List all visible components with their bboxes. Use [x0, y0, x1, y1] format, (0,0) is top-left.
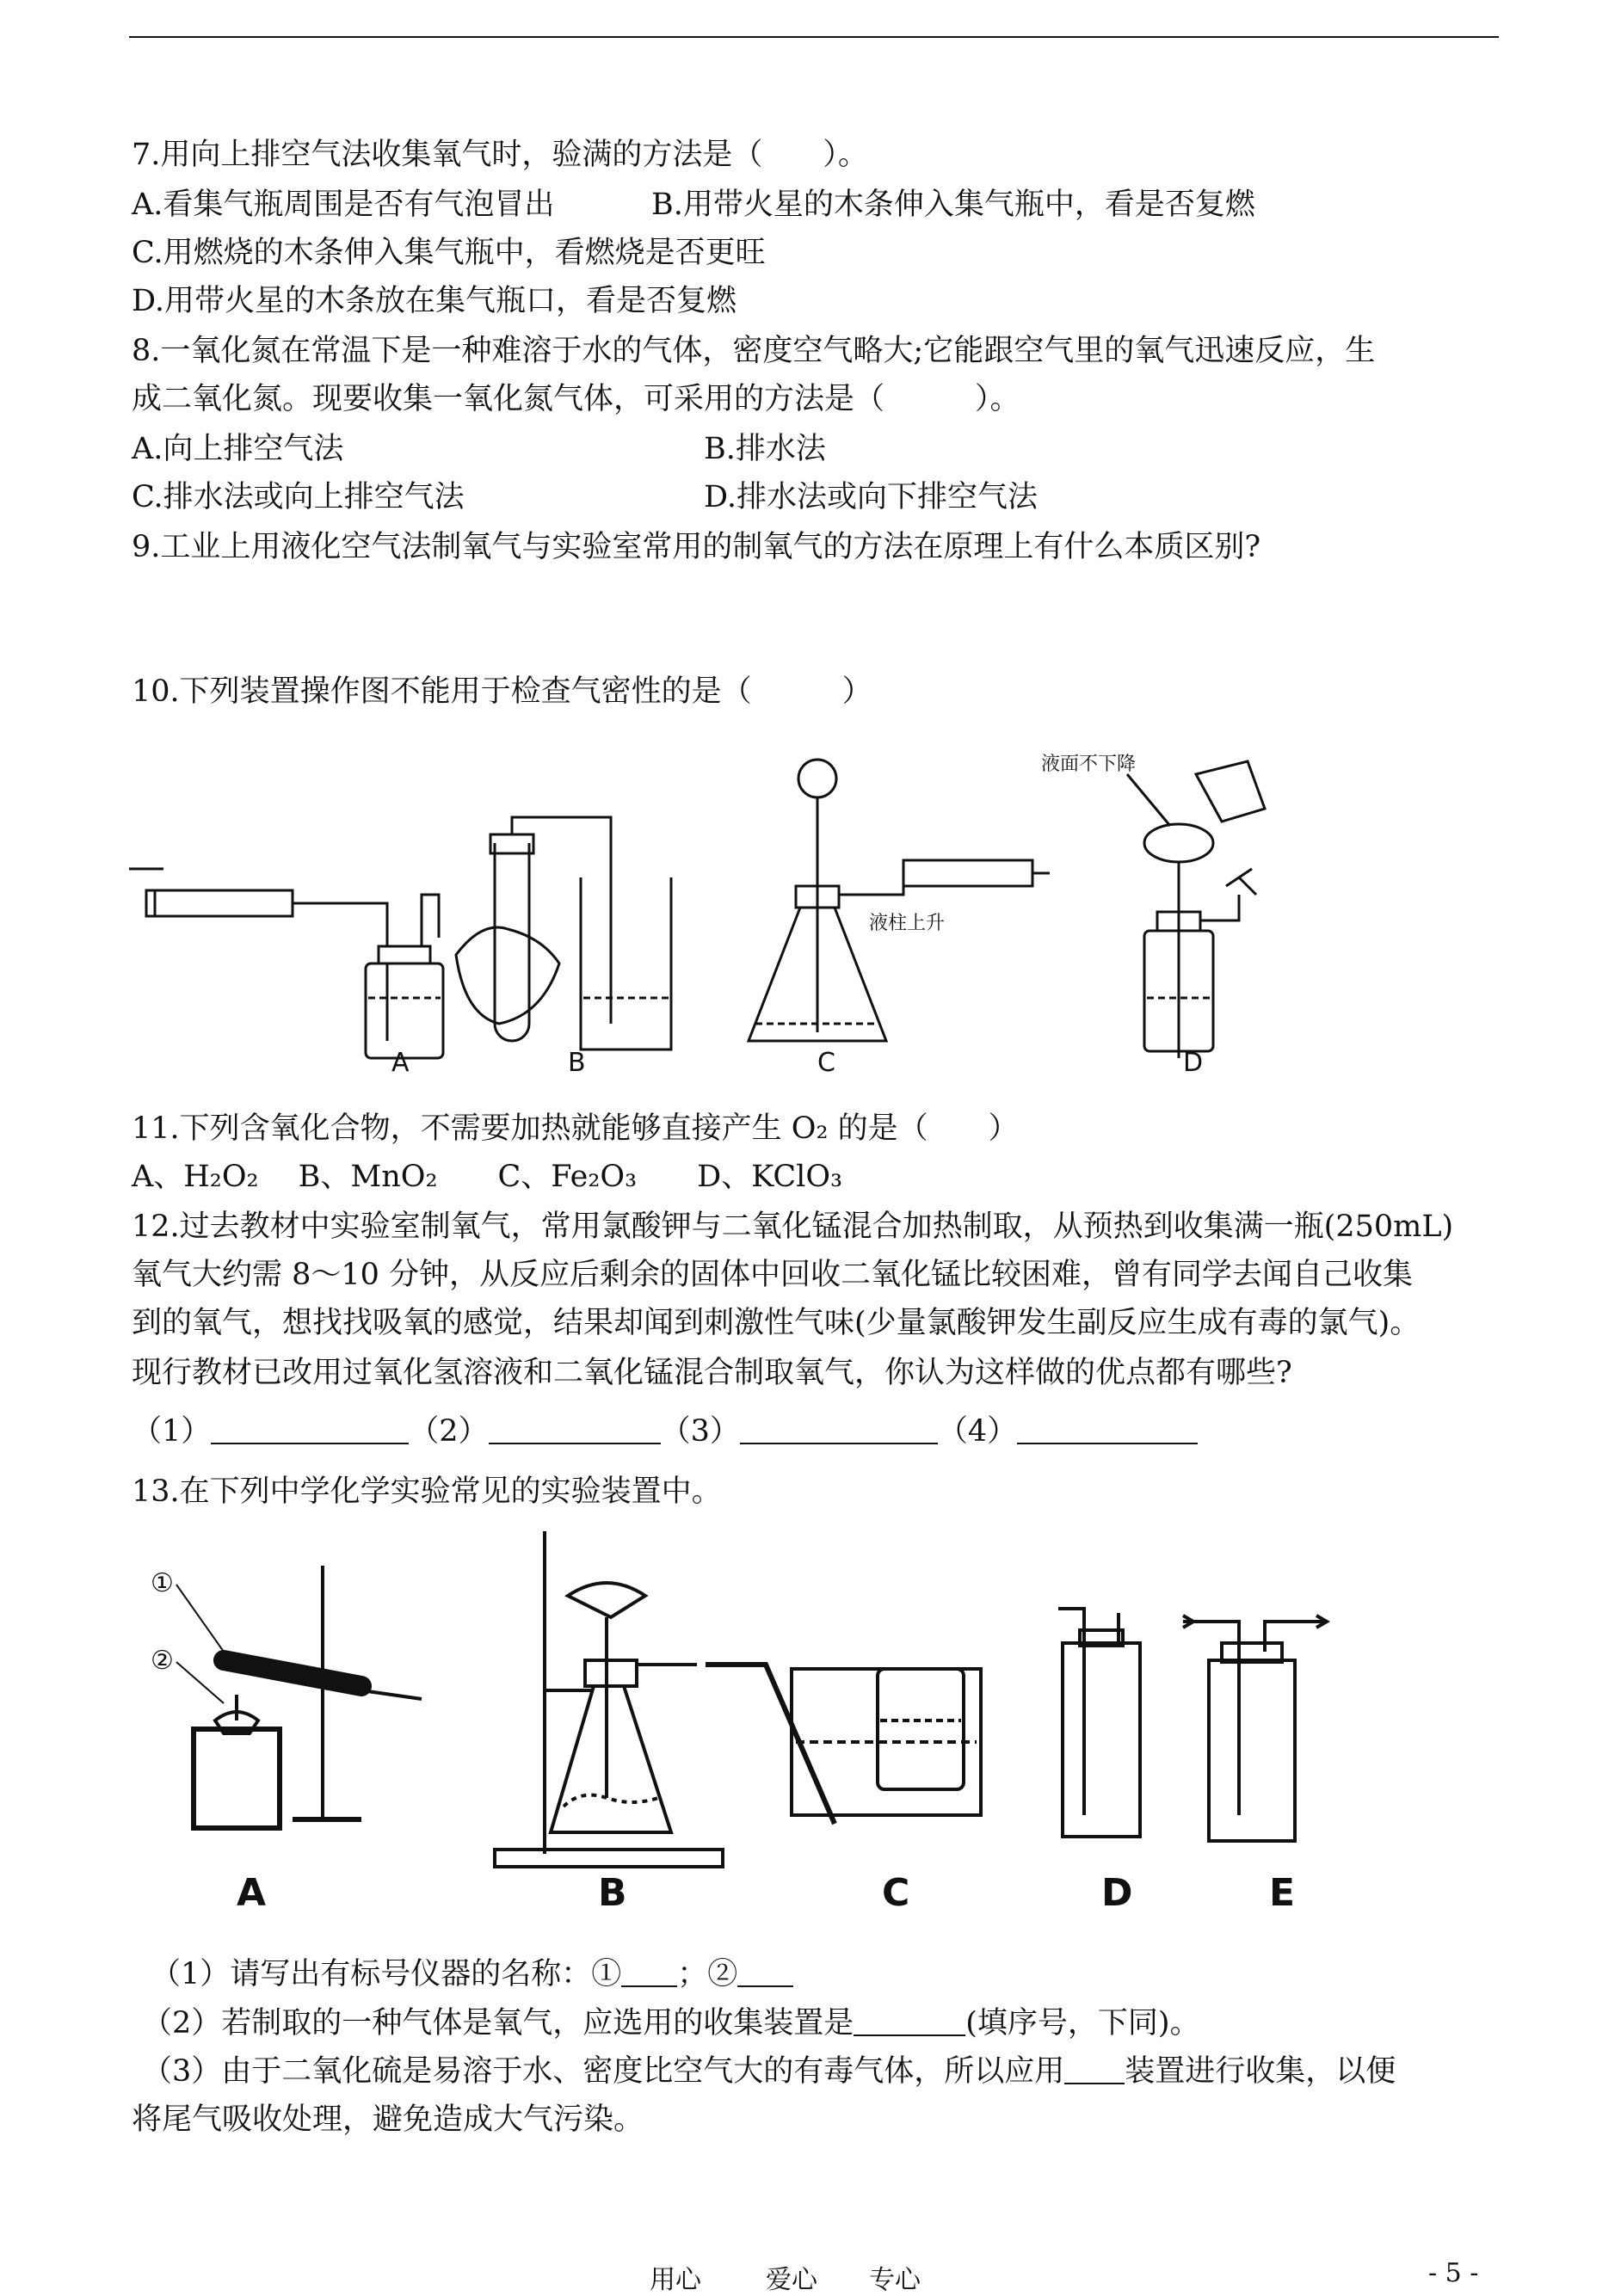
- q11-options: A、H₂O₂ B、MnO₂ C、Fe₂O₃ D、KClO₃: [132, 1160, 843, 1194]
- q12-blank-1-label: （1）: [132, 1414, 212, 1449]
- q8-option-b: B.排水法: [704, 432, 826, 466]
- q12-line-1: 12.过去教材中实验室制氧气，常用氯酸钾与二氧化锰混合加热制取，从预热到收集满一瓶(250mL): [132, 1210, 1454, 1244]
- q10-figure: [129, 740, 1291, 1075]
- q9-stem: 9.工业上用液化空气法制氧气与实验室常用的制氧气的方法在原理上有什么本质区别?: [132, 530, 1261, 564]
- q13-apparatus-b: [495, 1531, 723, 1867]
- q13-sub-3-text-a: （3）由于二氧化硫是易溶于水、密度比空气大的有毒气体，所以应用: [142, 2054, 1065, 2089]
- q8-stem-1: 8.一氧化氮在常温下是一种难溶于水的气体，密度空气略大;它能跟空气里的氧气迅速反应，生: [132, 334, 1376, 368]
- q10-stem: 10.下列装置操作图不能用于检查气密性的是（ ）: [132, 674, 872, 709]
- q13-sub-1: [151, 1955, 793, 1993]
- page-number: - 5 -: [1428, 2258, 1479, 2288]
- q11-stem: 11.下列含氧化合物，不需要加热就能够直接产生 O₂ 的是（ ）: [132, 1111, 1019, 1146]
- q10-label-d: D: [1183, 1048, 1204, 1075]
- q10-note-c: 液柱上升: [869, 913, 946, 934]
- q13-blank-2[interactable]: [737, 1960, 793, 1987]
- q8-stem-2: 成二氧化氮。现要收集一氧化氮气体，可采用的方法是（ ）。: [132, 382, 1020, 416]
- q12-blank-4-label: （4）: [937, 1414, 1018, 1449]
- footer-text-3: 专心: [869, 2265, 921, 2295]
- q13-sub-2-text-a: （2）若制取的一种气体是氧气，应选用的收集装置是: [142, 2006, 854, 2041]
- q8-option-c: C.排水法或向上排空气法: [132, 480, 465, 514]
- q13-mark-1: ①: [151, 1568, 174, 1598]
- q10-apparatus-a: [129, 869, 443, 1058]
- q13-label-c: C: [882, 1871, 910, 1910]
- q12-line-3: 到的氧气，想找找吸氧的感觉，结果却闻到刺激性气味(少量氯酸钾发生副反应生成有毒的氯气)。: [132, 1306, 1421, 1340]
- q10-apparatus-d: [1127, 761, 1265, 1058]
- q13-blank-3[interactable]: [854, 2009, 965, 2036]
- q13-apparatus-e: [1183, 1616, 1327, 1841]
- q13-label-e: E: [1269, 1871, 1296, 1910]
- q13-sub-2: [142, 2004, 1200, 2042]
- q8-option-a: A.向上排空气法: [132, 432, 344, 466]
- q12-blank-1[interactable]: [211, 1417, 409, 1444]
- header-rule: [129, 36, 1499, 38]
- q13-apparatus-d: [1058, 1609, 1140, 1837]
- q12-line-4: 现行教材已改用过氧化氢溶液和二氧化锰混合制取氧气，你认为这样做的优点都有哪些?: [132, 1356, 1292, 1390]
- q13-sub-1-text-b: ；②: [677, 1957, 738, 1991]
- q12-blank-3-label: （3）: [660, 1414, 740, 1449]
- q13-apparatus-c: [706, 1665, 981, 1824]
- q12-blanks: [132, 1413, 1198, 1450]
- q13-sub-3-cont: 将尾气吸收处理，避免造成大气污染。: [132, 2102, 644, 2137]
- q13-sub-1-text-a: （1）请写出有标号仪器的名称：①: [151, 1957, 622, 1991]
- q7-option-c: C.用燃烧的木条伸入集气瓶中，看燃烧是否更旺: [132, 236, 766, 270]
- q7-option-b: B.用带火星的木条伸入集气瓶中，看是否复燃: [651, 188, 1255, 222]
- q13-sub-2-text-b: (填序号，下同)。: [965, 2006, 1200, 2041]
- q12-blank-2[interactable]: [489, 1417, 661, 1444]
- q13-label-b: B: [598, 1871, 627, 1910]
- q13-blank-1[interactable]: [621, 1960, 677, 1987]
- q13-label-d: D: [1101, 1871, 1133, 1910]
- footer-text-2: 爱心: [766, 2265, 817, 2295]
- q8-option-d: D.排水法或向下排空气法: [704, 480, 1038, 514]
- q13-apparatus-a: [194, 1566, 422, 1828]
- q10-apparatus-b: [456, 817, 671, 1050]
- q10-label-a: A: [391, 1048, 410, 1075]
- q12-blank-4[interactable]: [1017, 1417, 1198, 1444]
- q10-note-d: 液面不下降: [1041, 754, 1137, 775]
- q13-figure: [129, 1523, 1377, 1910]
- q13-sub-3-text-b: 装置进行收集，以便: [1125, 2054, 1396, 2089]
- q13-sub-3: [142, 2053, 1396, 2090]
- q13-mark-2: ②: [151, 1646, 174, 1676]
- q7-option-a: A.看集气瓶周围是否有气泡冒出: [132, 188, 555, 222]
- footer-text-1: 用心: [650, 2265, 701, 2295]
- q12-line-2: 氧气大约需 8～10 分钟，从反应后剩余的固体中回收二氧化锰比较困难，曾有同学去闻自己收集: [132, 1258, 1414, 1292]
- q12-blank-3[interactable]: [740, 1417, 938, 1444]
- q10-apparatus-c: [749, 760, 1050, 1041]
- q10-label-c: C: [817, 1048, 835, 1075]
- q7-option-d: D.用带火星的木条放在集气瓶口，看是否复燃: [132, 284, 737, 318]
- q12-blank-2-label: （2）: [409, 1414, 489, 1449]
- q7-stem: 7.用向上排空气法收集氧气时，验满的方法是（ ）。: [132, 138, 868, 172]
- q10-label-b: B: [568, 1048, 586, 1075]
- q13-label-a: A: [237, 1871, 267, 1910]
- q13-blank-4[interactable]: [1064, 2057, 1125, 2084]
- q13-stem: 13.在下列中学化学实验常见的实验装置中。: [132, 1474, 722, 1509]
